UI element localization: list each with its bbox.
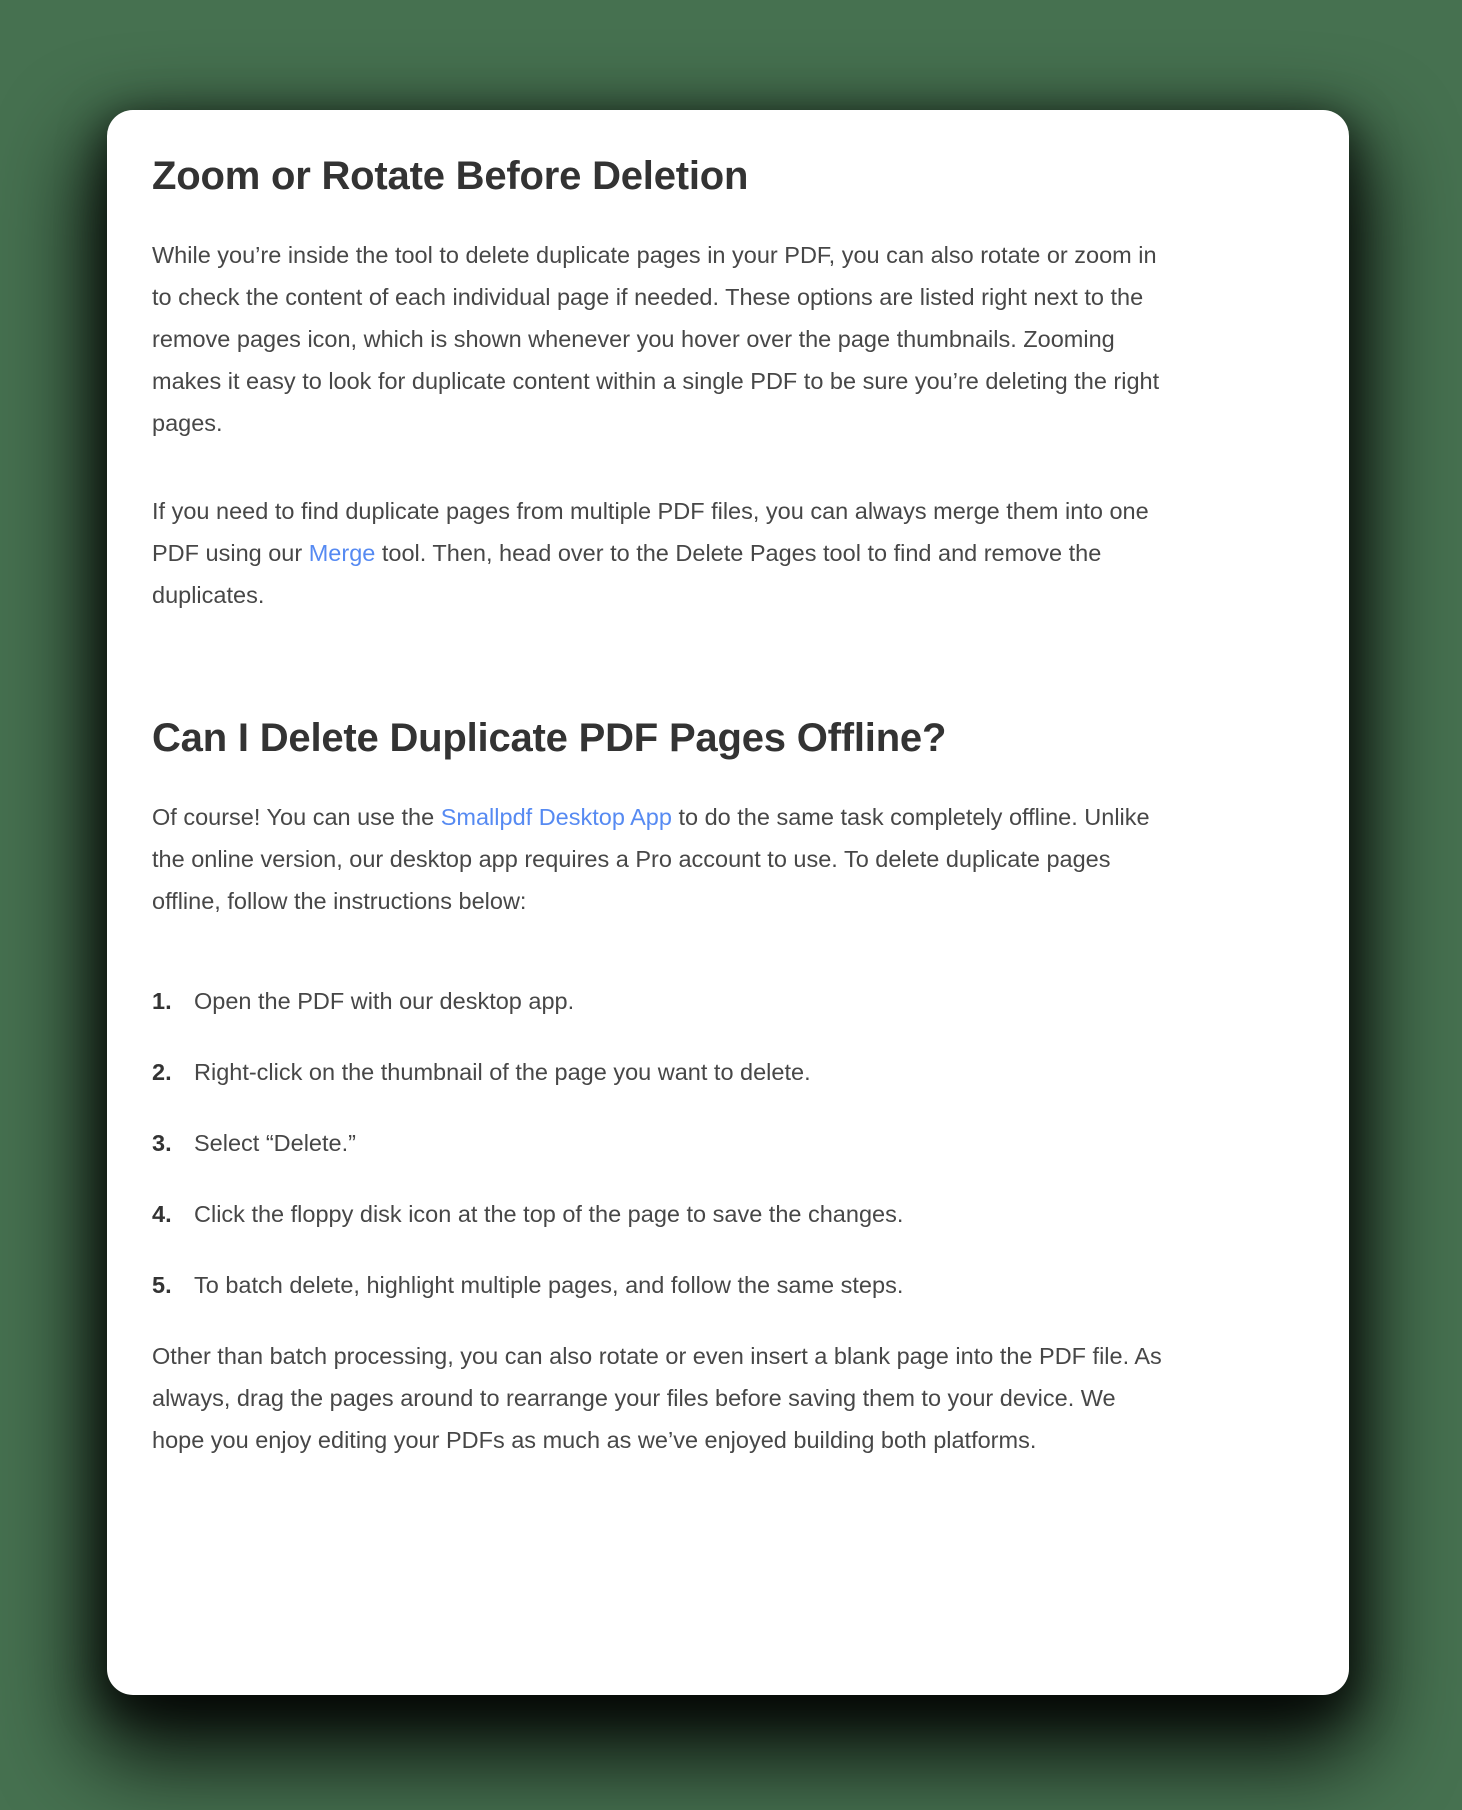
step-text: To batch delete, highlight multiple pages, and follow the same steps. [194, 1272, 904, 1298]
heading-zoom-or-rotate: Zoom or Rotate Before Deletion [152, 154, 749, 198]
instruction-step [152, 1193, 1167, 1235]
instruction-list [152, 980, 1167, 1306]
paragraph-merge-tip-before: If you need to find duplicate pages from multiple PDF files, you can always merge them into one PDF using our [152, 498, 1149, 566]
step-number: 1. [152, 988, 172, 1014]
paragraph-merge-tip [152, 490, 1167, 616]
step-number: 3. [152, 1130, 172, 1156]
paragraph-offline-intro-after: to do the same task completely offline. Unlike the online version, our desktop app requires a Pro account to use. To delete duplicate pages offline, follow the instructions below: [152, 804, 1150, 914]
article-content [152, 152, 1167, 1461]
step-text: Open the PDF with our desktop app. [194, 988, 575, 1014]
step-text: Select “Delete.” [194, 1130, 356, 1156]
paragraph-offline-intro [152, 796, 1167, 922]
heading-delete-offline: Can I Delete Duplicate PDF Pages Offline? [152, 716, 947, 760]
instruction-step [152, 1122, 1167, 1164]
instruction-step [152, 1264, 1167, 1306]
step-number: 5. [152, 1272, 172, 1298]
paragraph-closing: Other than batch processing, you can also rotate or even insert a blank page into the PDF file. As always, drag the pages around to rearrange your files before saving them to your device. We hope you enjoy editing your PDFs as much as we’ve enjoyed building both platforms. [152, 1343, 1162, 1453]
paragraph-merge-tip-after: tool. Then, head over to the Delete Pages tool to find and remove the duplicates. [152, 540, 1102, 608]
paragraph-zoom-rotate-intro: While you’re inside the tool to delete duplicate pages in your PDF, you can also rotate or zoom in to check the content of each individual page if needed. These options are listed right next to the remove pages icon, which is shown whenever you hover over the page thumbnails. Zooming makes it easy to look for duplicate content within a single PDF to be sure you’re deleting the right pages. [152, 242, 1160, 436]
paragraph-offline-intro-before: Of course! You can use the [152, 804, 441, 830]
step-number: 4. [152, 1201, 172, 1227]
step-number: 2. [152, 1059, 172, 1085]
merge-link[interactable]: Merge [308, 540, 376, 566]
instruction-step [152, 980, 1167, 1022]
step-text: Right-click on the thumbnail of the page you want to delete. [194, 1059, 811, 1085]
article-card [107, 110, 1349, 1695]
desktop-app-link[interactable]: Smallpdf Desktop App [440, 804, 672, 830]
instruction-step [152, 1051, 1167, 1093]
step-text: Click the floppy disk icon at the top of the page to save the changes. [194, 1201, 904, 1227]
